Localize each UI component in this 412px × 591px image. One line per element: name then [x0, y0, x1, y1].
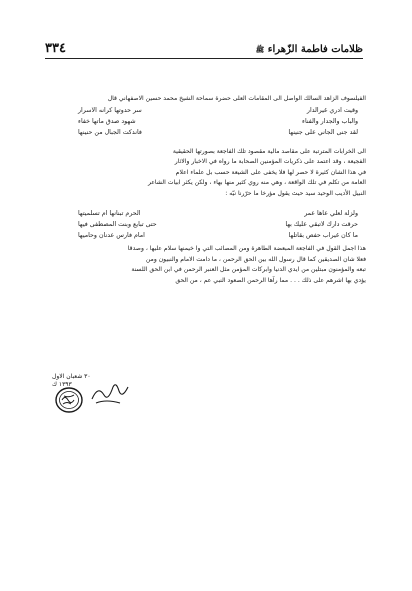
prose-line: يؤدي بها اشرهم على ذلك . . . مما رآها الرحمن الصعود النبي عم ، من الحق: [175, 276, 366, 284]
hemistich-right: وقيت ادري غيرالدار: [306, 106, 358, 114]
prose-line: فعلا شان الصديقين كما قال رسول الله بين الحق الرحمن ، ما دامت الامام والنبيون ومن: [145, 255, 366, 263]
prose-block-1: [52, 147, 366, 200]
prose-block-2: [52, 244, 366, 286]
hemistich-right: ولزلة لعلي عاها عمر: [304, 210, 358, 217]
hemistich-left: سر حدوتها كرانه الاسرار: [78, 106, 142, 114]
honorific-glyph: ﷺ: [255, 45, 265, 54]
prose-line: تبعه والمؤمنون مبتلين من ايدي الدنيا وابركات المؤمن مثل العنبر الرحمن في ابن الحق اللسنة: [131, 266, 366, 273]
prose-line: الفجيعة ، وقد اعتمد على ذكريات المؤمنين الصحابة ما رواه في الاخبار والاثار: [174, 158, 366, 165]
hemistich-left: شهود صدق ماتها خفاء: [78, 117, 136, 125]
running-header: [45, 40, 363, 56]
verse-line: [52, 105, 366, 116]
verse-line: [52, 230, 366, 241]
verse-block-2: [52, 208, 366, 241]
running-title: [256, 44, 363, 56]
opening-line: الفيلسوف الزاهد السالك الواصل الى المقامات العلى حضرة سماحة الشيخ محمد حسين الاصفهاني قال: [107, 95, 366, 102]
prose-line: النبيل الأديب الوحيد سيد حيث يقول مؤرخا ما حرّرنا نيّه :: [225, 189, 366, 197]
hemistich-right: لقد جنى الجاني على جنينها: [288, 128, 358, 136]
spacer: [52, 199, 366, 208]
manuscript-body: [52, 94, 366, 286]
running-title-text: ظلامات فاطمة الزّهراء: [267, 44, 363, 55]
hemistich-right: والباب والجدار والفناء: [301, 117, 358, 125]
verse-line: [52, 116, 366, 127]
prose-line: العامة من تكلم في تلك الواقعة ، وهي منه روي كثير منها بهاء ، ولكن يكثر ابيات الشاعر: [147, 179, 366, 186]
header-rule: [45, 58, 363, 59]
hemistich-right: ما كان غيراب حفص بقاتلها: [288, 232, 358, 239]
hemistich-right: حرقت دارك لاتبقي عليك بها: [285, 221, 358, 228]
signoff-line: ٣٠ شعبان الاول: [52, 373, 91, 380]
handwritten-signature: [90, 381, 130, 407]
hemistich-left: حتى تبايع وبنت المصطفى فيها: [78, 221, 157, 228]
hemistich-left: فاندكت الجبال من حنينها: [78, 128, 142, 136]
verse-line: [52, 127, 366, 138]
seal-stamp: [54, 385, 84, 415]
verse-block-1: [52, 105, 366, 138]
verse-line: [52, 208, 366, 219]
prose-line: في هذا الشان كثيرة لا حصر لها فلا يخفى على الشيعة حسب بل علماء اعلام: [175, 168, 366, 176]
verse-line: [52, 219, 366, 230]
hemistich-left: امام فارس عدنان وحاميها: [78, 232, 145, 239]
spacer: [52, 138, 366, 147]
prose-line: الى الخرابات المترتبة على مقاصد مالية مقصود تلك الفاجعة بصورتها الحقيقية: [172, 147, 366, 155]
signoff-line: ١٣٩٣ ك: [52, 381, 72, 388]
prose-line: هذا اجمل القول في الفاجعة المبعضة الطاهرة ومن المصائب التي وا خيمنها سلام عليها ، وصدقا: [127, 245, 366, 252]
page-number: ٣٣٤: [45, 41, 66, 56]
hemistich-left: الحرم تبنانها ام تسلميتها: [78, 210, 141, 217]
